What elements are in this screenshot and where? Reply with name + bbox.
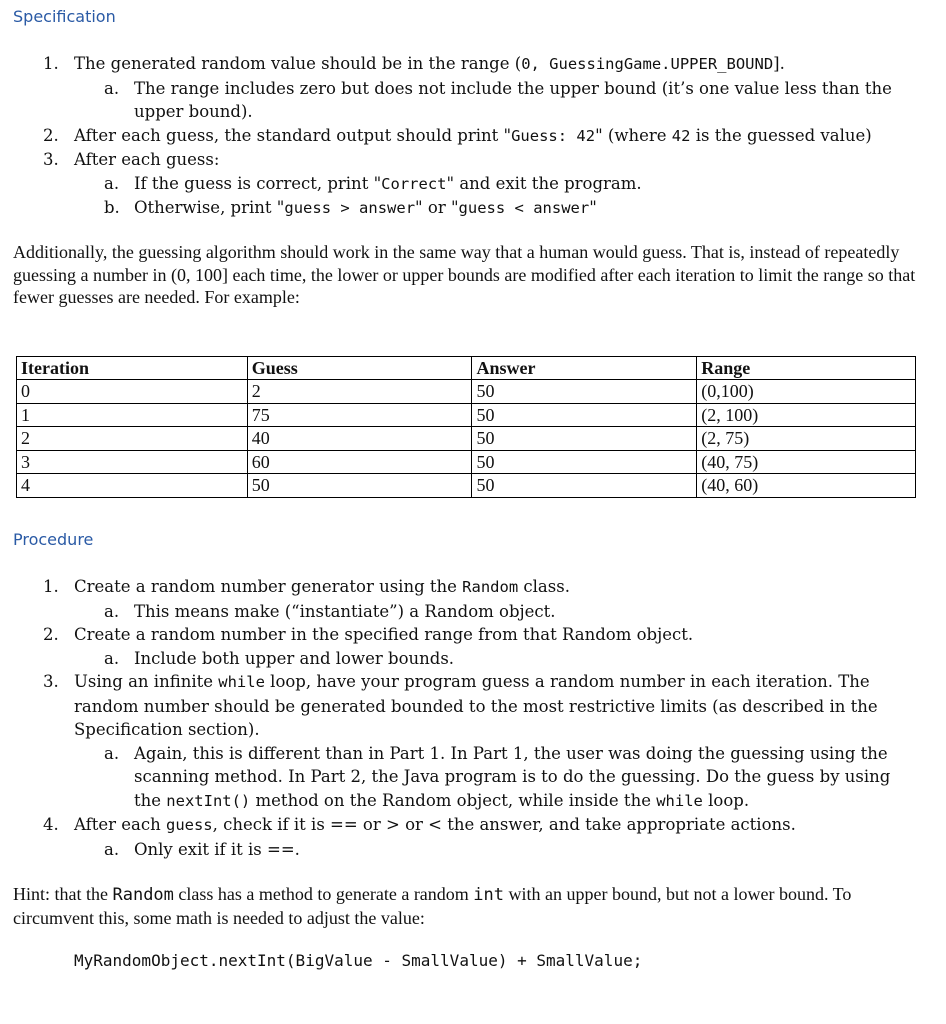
iteration-table xyxy=(16,356,916,498)
header-range: Range xyxy=(697,357,916,380)
cell-answer: 50 xyxy=(472,474,697,498)
cell-range: (2, 100) xyxy=(697,403,916,427)
inline-code: 42 xyxy=(671,126,691,145)
cell-iteration: 4 xyxy=(17,474,248,498)
list-number: 3. xyxy=(43,150,59,169)
list-number: 4. xyxy=(43,815,59,834)
table-row xyxy=(17,403,916,427)
list-number: 1. xyxy=(43,54,59,73)
cell-iteration: 2 xyxy=(17,427,248,451)
proc-item-4a: a. Only exit if it is ==. xyxy=(13,838,906,862)
inline-code: guess > answer xyxy=(284,199,416,217)
procedure-heading: Procedure xyxy=(13,530,94,549)
specification-list xyxy=(13,52,906,221)
cell-iteration: 1 xyxy=(17,403,248,427)
header-guess: Guess xyxy=(247,357,472,380)
cell-iteration: 3 xyxy=(17,450,248,474)
inline-code: Correct xyxy=(381,174,447,193)
table-row xyxy=(17,450,916,474)
inline-code: 0, GuessingGame.UPPER_BOUND xyxy=(521,55,774,73)
list-number: 3. xyxy=(43,672,59,691)
proc-item-3a: a. Again, this is different than in Part 1. In Part 1, the user was doing the guessing using the scanning method. In Part 2, the Java program is to do the guessing. Do the guess by using the nextInt() method on the Random object, while inside the while loop. xyxy=(104,743,891,810)
proc-item-1a: a. This means make (“instantiate”) a Random object. xyxy=(13,600,906,624)
cell-range: (0,100) xyxy=(697,380,916,404)
list-letter: a. xyxy=(104,743,120,763)
spec-item-1: 1. The generated random value should be in the range (0, GuessingGame.UPPER_BOUND]. xyxy=(13,52,906,77)
list-letter: a. xyxy=(104,173,120,193)
inline-code: while xyxy=(218,673,265,691)
list-letter: a. xyxy=(104,839,120,859)
table-header-row xyxy=(17,357,916,380)
specification-heading: Specification xyxy=(13,7,116,26)
spec-item-3a: a. If the guess is correct, print "Correct" and exit the program. xyxy=(13,172,906,197)
table-row xyxy=(17,474,916,498)
cell-answer: 50 xyxy=(472,450,697,474)
header-answer: Answer xyxy=(472,357,697,380)
inline-code: while xyxy=(656,791,703,810)
procedure-list xyxy=(13,575,906,861)
inline-code: nextInt() xyxy=(166,791,251,810)
cell-guess: 40 xyxy=(247,427,472,451)
spec-item-2: 2. After each guess, the standard output should print "Guess: 42" (where 42 is the guessed value) xyxy=(13,124,906,149)
inline-code: guess < answer xyxy=(458,199,590,217)
proc-item-2: 2. Create a random number in the specified range from that Random object. xyxy=(13,623,906,647)
cell-range: (40, 75) xyxy=(697,450,916,474)
cell-answer: 50 xyxy=(472,427,697,451)
additional-paragraph: Additionally, the guessing algorithm should work in the same way that a human would guess. That is, instead of repeatedly guessing a number in (0, 100] each time, the lower or upper bounds are modified after each iteration to limit the range so that fewer guesses are needed. For example: xyxy=(13,242,916,307)
inline-code: Random xyxy=(462,578,519,596)
cell-answer: 50 xyxy=(472,380,697,404)
cell-range: (2, 75) xyxy=(697,427,916,451)
spec-item-3: 3. After each guess: xyxy=(13,148,906,172)
proc-item-2a: a. Include both upper and lower bounds. xyxy=(13,647,906,671)
list-letter: a. xyxy=(104,601,120,621)
cell-range: (40, 60) xyxy=(697,474,916,498)
cell-guess: 50 xyxy=(247,474,472,498)
cell-answer: 50 xyxy=(472,403,697,427)
list-number: 2. xyxy=(43,125,59,145)
proc-item-3: 3. Using an infinite while loop, have your program guess a random number in each iteration. The random number should be generated bounded to the most restrictive limits (as described in the Specification section). xyxy=(43,672,878,739)
cell-guess: 75 xyxy=(247,403,472,427)
table-row xyxy=(17,427,916,451)
list-letter: a. xyxy=(104,648,120,668)
spec-item-1a: a. The range includes zero but does not include the upper bound (it’s one value less than the upper bound). xyxy=(104,78,892,121)
header-iteration: Iteration xyxy=(17,357,248,380)
list-letter: b. xyxy=(104,198,120,217)
list-number: 2. xyxy=(43,625,59,644)
inline-code: guess xyxy=(165,816,213,834)
hint-paragraph: Hint: that the Random class has a method to generate a random int with an upper bound, but not a lower bound. To circumvent this, some math is needed to adjust the value: xyxy=(13,884,852,928)
list-letter: a. xyxy=(104,78,120,98)
proc-item-4: 4. After each guess, check if it is == or > or < the answer, and take appropriate actions. xyxy=(13,813,906,838)
inline-code: Random xyxy=(112,885,174,905)
cell-guess: 60 xyxy=(247,450,472,474)
cell-guess: 2 xyxy=(247,380,472,404)
spec-item-3b: b. Otherwise, print "guess > answer" or "guess < answer" xyxy=(13,196,906,221)
table-row xyxy=(17,380,916,404)
proc-item-1: 1. Create a random number generator using the Random class. xyxy=(13,575,906,600)
list-number: 1. xyxy=(43,577,59,596)
code-example: MyRandomObject.nextInt(BigValue - SmallValue) + SmallValue; xyxy=(74,951,643,970)
inline-code: int xyxy=(473,885,505,905)
cell-iteration: 0 xyxy=(17,380,248,404)
inline-code: Guess: 42 xyxy=(511,126,596,145)
